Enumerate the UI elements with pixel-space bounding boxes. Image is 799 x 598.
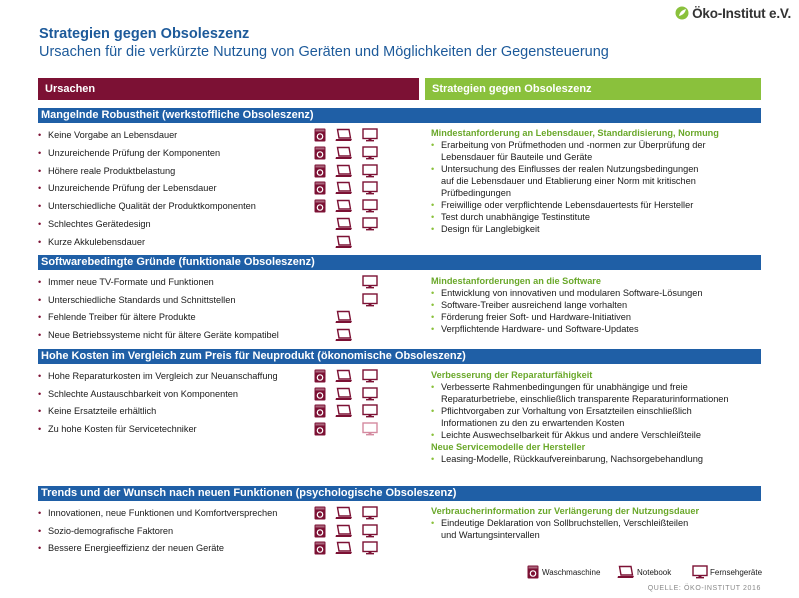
tv-icon — [362, 146, 380, 160]
strategy-item-continued: und Wartungsintervallen — [441, 530, 540, 540]
notebook-icon — [335, 164, 353, 178]
notebook-icon — [335, 146, 353, 160]
strategy-heading: Neue Servicemodelle der Hersteller — [431, 442, 586, 452]
notebook-icon — [335, 128, 353, 142]
source-note: QUELLE: ÖKO-INSTITUT 2016 — [647, 585, 761, 592]
bullet-icon: • — [431, 224, 435, 234]
washing-machine-icon — [314, 128, 332, 142]
legend-label: Fernsehgeräte — [710, 568, 763, 577]
cause-item: Innovationen, neue Funktionen und Komfortversprechen — [48, 508, 278, 518]
cause-item: Schlechtes Gerätedesign — [48, 219, 151, 229]
notebook-icon — [335, 235, 353, 249]
cause-item: Fehlende Treiber für ältere Produkte — [48, 312, 196, 322]
strategy-item-continued: auf die Lebensdauer und Etablierung einer Norm mit kritischen — [441, 176, 696, 186]
cause-item: Keine Ersatzteile erhältlich — [48, 406, 157, 416]
bullet-icon: • — [431, 430, 435, 440]
strategy-heading: Verbraucherinformation zur Verlängerung der Nutzungsdauer — [431, 506, 700, 516]
tv-icon — [362, 506, 380, 520]
cause-item: Neue Betriebssysteme nicht für ältere Geräte kompatibel — [48, 329, 279, 340]
tv-icon — [362, 128, 380, 142]
bullet-icon: • — [38, 388, 42, 399]
bullet-icon: • — [38, 371, 42, 381]
bullet-icon: • — [431, 140, 435, 150]
cause-item: Unzureichende Prüfung der Komponenten — [48, 147, 221, 158]
notebook-icon — [617, 565, 635, 579]
leaf-icon — [675, 6, 689, 20]
tv-icon — [362, 422, 380, 436]
notebook-icon — [335, 387, 353, 401]
tv-icon — [362, 541, 380, 555]
strategy-item: Verbesserte Rahmenbedingungen für unabhängige und freie — [441, 382, 688, 392]
washing-machine-icon — [314, 164, 332, 178]
strategy-item: Pflichtvorgaben zur Vorhaltung von Ersatzteilen einschließlich — [441, 406, 692, 416]
cause-item: Schlechte Austauschbarkeit von Komponenten — [48, 388, 238, 399]
bullet-icon: • — [38, 201, 42, 212]
washing-machine-icon — [314, 524, 332, 538]
cause-item: Kurze Akkulebensdauer — [48, 236, 146, 247]
strategy-item-continued: Prüfbedingungen — [441, 188, 511, 198]
washing-machine-icon — [314, 369, 332, 383]
section-header: Hohe Kosten im Vergleich zum Preis für Neuprodukt (ökonomische Obsoleszenz) — [38, 349, 761, 364]
strategy-heading: Verbesserung der Reparaturfähigkeit — [431, 370, 593, 380]
strategy-item: Entwicklung von innovativen und modularen Software-Lösungen — [441, 288, 703, 298]
cause-item: Keine Vorgabe an Lebensdauer — [48, 130, 178, 140]
cause-item: Unterschiedliche Standards und Schnittstellen — [48, 294, 236, 305]
strategy-heading: Mindestanforderungen an die Software — [431, 276, 601, 286]
page-subtitle: Ursachen für die verkürzte Nutzung von Geräten und Möglichkeiten der Gegensteuerung — [39, 44, 609, 60]
bullet-icon: • — [38, 423, 42, 434]
strategy-item: Freiwillige oder verpflichtende Lebensdauertests für Hersteller — [441, 200, 694, 210]
strategy-item: Erarbeitung von Prüfmethoden und -normen zur Überprüfung der — [441, 140, 706, 150]
washing-machine-icon — [314, 181, 332, 195]
notebook-icon — [335, 404, 353, 418]
column-header-causes: Ursachen — [38, 78, 419, 100]
strategy-item-continued: Lebensdauer für Bauteile und Geräte — [441, 152, 593, 162]
tv-icon — [692, 565, 710, 579]
tv-icon — [362, 217, 380, 231]
strategy-item: Test durch unabhängige Testinstitute — [441, 212, 590, 222]
tv-icon — [362, 275, 380, 289]
bullet-icon: • — [38, 183, 42, 194]
notebook-icon — [335, 541, 353, 555]
cause-item: Sozio-demografische Faktoren — [48, 525, 174, 536]
cause-item: Unterschiedliche Qualität der Produktkomponenten — [48, 201, 256, 212]
washing-machine-icon — [314, 422, 332, 436]
bullet-icon: • — [431, 200, 435, 210]
section-header: Softwarebedingte Gründe (funktionale Obsoleszenz) — [38, 255, 761, 270]
bullet-icon: • — [38, 277, 42, 287]
bullet-icon: • — [38, 236, 42, 247]
bullet-icon: • — [38, 525, 42, 536]
notebook-icon — [335, 328, 353, 342]
cause-item: Immer neue TV-Formate und Funktionen — [48, 277, 214, 287]
strategy-item: Verpflichtende Hardware- und Software-Updates — [441, 324, 639, 334]
bullet-icon: • — [431, 406, 435, 416]
bullet-icon: • — [431, 312, 435, 322]
strategy-item: Leasing-Modelle, Rückkaufvereinbarung, Nachsorgebehandlung — [441, 454, 704, 464]
notebook-icon — [335, 369, 353, 383]
bullet-icon: • — [431, 300, 435, 310]
strategy-item-continued: Reparaturbetriebe, einschließlich transparente Reparaturinformationen — [441, 394, 729, 404]
legend-label: Notebook — [637, 568, 672, 577]
bullet-icon: • — [38, 130, 42, 140]
bullet-icon: • — [431, 164, 435, 174]
bullet-icon: • — [38, 543, 42, 553]
notebook-icon — [335, 217, 353, 231]
strategy-item: Design für Langlebigkeit — [441, 224, 540, 234]
bullet-icon: • — [38, 329, 42, 340]
cause-item: Unzureichende Prüfung der Lebensdauer — [48, 183, 217, 194]
bullet-icon: • — [431, 324, 435, 334]
bullet-icon: • — [431, 454, 435, 464]
washing-machine-icon — [314, 404, 332, 418]
tv-icon — [362, 181, 380, 195]
bullet-icon: • — [38, 312, 42, 322]
tv-icon — [362, 369, 380, 383]
cause-item: Höhere reale Produktbelastung — [48, 165, 176, 176]
notebook-icon — [335, 524, 353, 538]
bullet-icon: • — [38, 165, 42, 176]
page-title: Strategien gegen Obsoleszenz — [39, 26, 250, 42]
washing-machine-icon — [314, 146, 332, 160]
section-header: Trends und der Wunsch nach neuen Funktionen (psychologische Obsoleszenz) — [38, 486, 761, 501]
notebook-icon — [335, 181, 353, 195]
tv-icon — [362, 387, 380, 401]
bullet-icon: • — [38, 294, 42, 305]
strategy-item: Software-Treiber ausreichend lange vorhalten — [441, 300, 628, 310]
strategy-item: Eindeutige Deklaration von Sollbruchstellen, Verschleißteilen — [441, 518, 689, 528]
section-header: Mangelnde Robustheit (werkstoffliche Obsoleszenz) — [38, 108, 761, 123]
bullet-icon: • — [38, 147, 42, 158]
notebook-icon — [335, 199, 353, 213]
tv-icon — [362, 199, 380, 213]
strategy-item-continued: Informationen zu den zu erwartenden Kosten — [441, 418, 625, 428]
logo — [675, 4, 791, 22]
bullet-icon: • — [38, 406, 42, 416]
bullet-icon: • — [431, 518, 435, 528]
notebook-icon — [335, 506, 353, 520]
bullet-icon: • — [431, 288, 435, 298]
strategy-item: Untersuchung des Einflusses der realen Nutzungsbedingungen — [441, 164, 699, 174]
column-header-strategies: Strategien gegen Obsoleszenz — [425, 78, 761, 100]
strategy-item: Förderung freier Soft- und Hardware-Initiativen — [441, 312, 631, 322]
cause-item: Zu hohe Kosten für Servicetechniker — [48, 423, 197, 434]
washing-machine-icon — [314, 506, 332, 520]
tv-icon — [362, 404, 380, 418]
washing-machine-icon — [314, 541, 332, 555]
logo-text: Öko-Institut e.V. — [692, 5, 791, 21]
cause-item: Hohe Reparaturkosten im Vergleich zur Neuanschaffung — [48, 371, 278, 381]
notebook-icon — [335, 310, 353, 324]
washing-machine-icon — [314, 387, 332, 401]
bullet-icon: • — [38, 508, 42, 518]
washing-machine-icon — [314, 199, 332, 213]
tv-icon — [362, 164, 380, 178]
legend-label: Waschmaschine — [542, 568, 601, 577]
bullet-icon: • — [431, 212, 435, 222]
tv-icon — [362, 293, 380, 307]
bullet-icon: • — [38, 219, 42, 229]
bullet-icon: • — [431, 382, 435, 392]
tv-icon — [362, 524, 380, 538]
strategy-heading: Mindestanforderung an Lebensdauer, Standardisierung, Normung — [431, 128, 719, 138]
cause-item: Bessere Energieeffizienz der neuen Geräte — [48, 543, 225, 553]
strategy-item: Leichte Auswechselbarkeit für Akkus und andere Verschleißteile — [441, 430, 701, 440]
